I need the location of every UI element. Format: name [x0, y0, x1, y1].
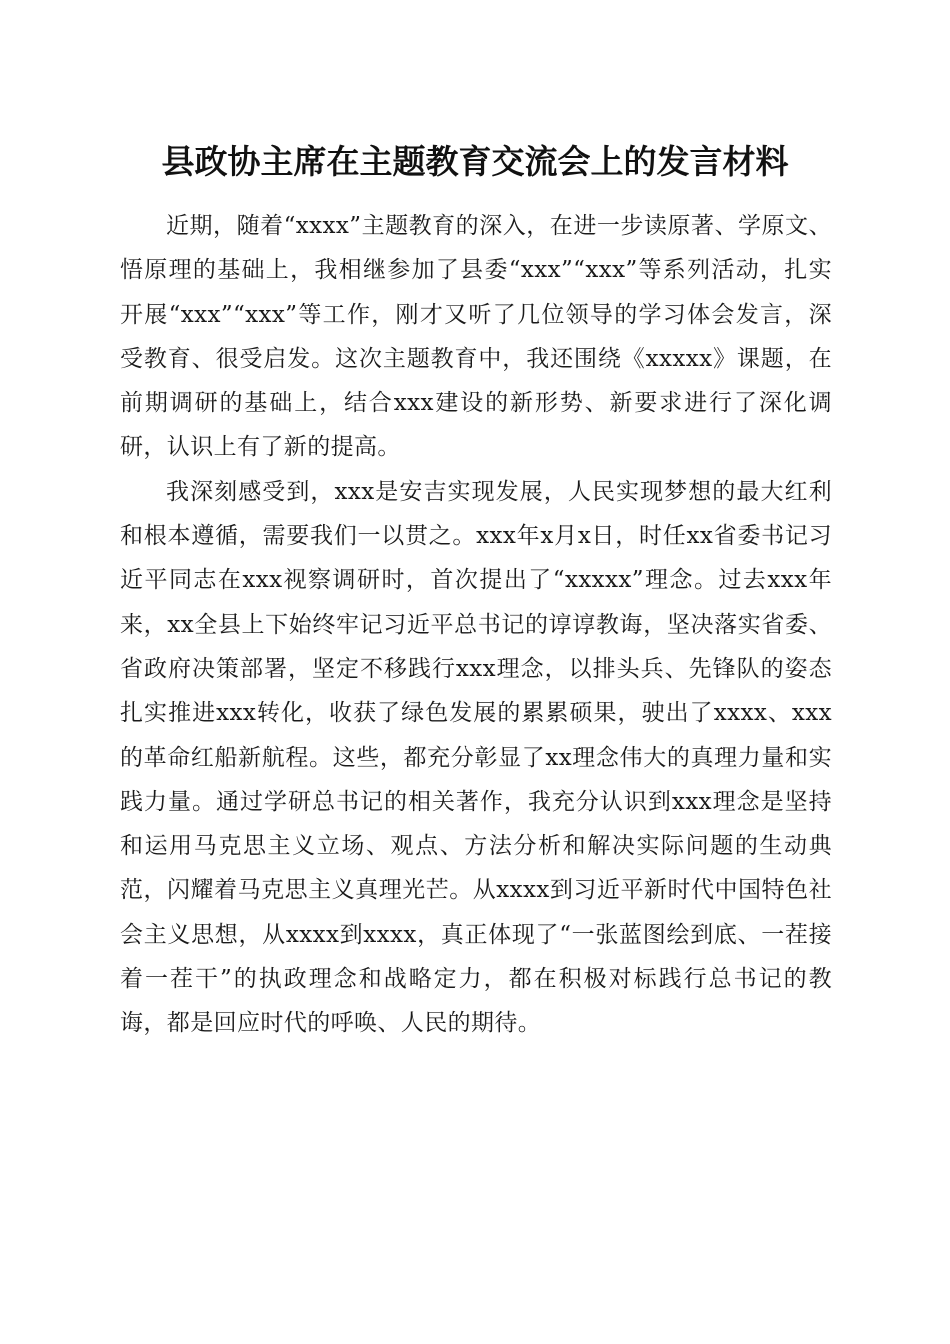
paragraph-1: 近期，随着“xxxx”主题教育的深入，在进一步读原著、学原文、悟原理的基础上，我相继参加了县委“xxx”“xxx”等系列活动，扎实开展“xxx”“xxx”等工作，刚才又听了几位领导的学习体会发言，深受教育、很受启发。这次主题教育中，我还围绕《xxxxx》课题，在前期调研的基础上，结合xxx建设的新形势、新要求进行了深化调研，认识上有了新的提高。	[120, 213, 832, 461]
document-title: 县政协主席在主题教育交流会上的发言材料	[161, 142, 789, 181]
document-body	[120, 204, 832, 1046]
paragraph-2: 我深刻感受到，xxx是安吉实现发展，人民实现梦想的最大红利和根本遵循，需要我们一以贯之。xxx年x月x日，时任xx省委书记习近平同志在xxx视察调研时，首次提出了“xxxxx”理念。过去xxx年来，xx全县上下始终牢记习近平总书记的谆谆教诲，坚决落实省委、省政府决策部署，坚定不移践行xxx理念，以排头兵、先锋队的姿态扎实推进xxx转化，收获了绿色发展的累累硕果，驶出了xxxx、xxx的革命红船新航程。这些，都充分彰显了xx理念伟大的真理力量和实践力量。通过学研总书记的相关著作，我充分认识到xxx理念是坚持和运用马克思主义立场、观点、方法分析和解决实际问题的生动典范，闪耀着马克思主义真理光芒。从xxxx到习近平新时代中国特色社会主义思想，从xxxx到xxxx，真正体现了“一张蓝图绘到底、一茬接着一茬干”的执政理念和战略定力，都在积极对标践行总书记的教诲，都是回应时代的呼唤、人民的期待。	[120, 478, 832, 1037]
